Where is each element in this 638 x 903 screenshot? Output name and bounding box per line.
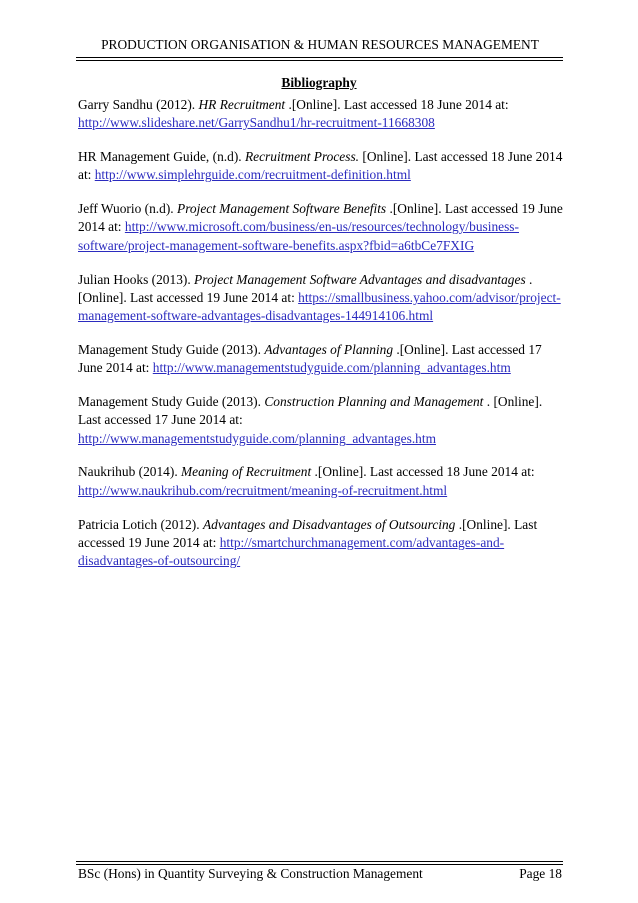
bibliography-entry (78, 516, 568, 571)
entry-author: Management Study Guide (2013). (78, 394, 265, 410)
entry-url-link[interactable]: http://www.microsoft.com/business/en-us/resources/technology/business-software/project-management-software-benefits.aspx?fbid=a6tbCe7FXIG (78, 219, 519, 253)
entry-author: Management Study Guide (2013). (78, 341, 265, 357)
bibliography-entry (78, 341, 568, 378)
entry-url-link[interactable]: http://smartchurchmanagement.com/advantages-and-disadvantages-of-outsourcing/ (78, 534, 505, 569)
entry-details: .[Online]. Last accessed 19 June 2014 at: (78, 271, 533, 305)
bibliography-entry (78, 148, 568, 185)
entry-author: Julian Hooks (2013). (78, 271, 195, 287)
entry-author: Patricia Lotich (2012). (78, 516, 203, 532)
entry-url-link[interactable]: http://www.slideshare.net/GarrySandhu1/hr-recruitment-11668308 (78, 115, 435, 131)
bibliography-heading: Bibliography (281, 75, 357, 90)
bibliography-entry (78, 271, 568, 326)
footer-rule-thick (76, 861, 563, 862)
entry-author: Jeff Wuorio (n.d). (78, 201, 178, 217)
header-rule-thin (76, 57, 563, 58)
page-number: Page 18 (519, 866, 562, 881)
entry-title: HR Recruitment (198, 97, 286, 112)
entry-title: Advantages and Disadvantages of Outsourcing (202, 516, 456, 532)
entry-url-link[interactable]: http://www.naukrihub.com/recruitment/meaning-of-recruitment.html (78, 482, 448, 498)
header-rule-thick (76, 60, 563, 61)
footer-course-title: BSc (Hons) in Quantity Surveying & Construction Management (78, 866, 423, 881)
entry-details: .[Online]. Last accessed 18 June 2014 at: (311, 464, 535, 480)
entry-title: Project Management Software Advantages and disadvantages (194, 271, 526, 287)
entry-author: Naukrihub (2014). (78, 464, 182, 480)
footer-rule-thin (76, 864, 563, 865)
bibliography-entry (78, 200, 568, 255)
entry-url-link[interactable]: http://www.managementstudyguide.com/planning_advantages.htm (152, 360, 511, 376)
entry-title: Meaning of Recruitment (181, 464, 312, 480)
entry-url-link[interactable]: http://www.simplehrguide.com/recruitment-definition.html (94, 167, 411, 183)
entry-title: Recruitment Process. (244, 149, 360, 165)
running-header: PRODUCTION ORGANISATION & HUMAN RESOURCES MANAGEMENT (101, 37, 539, 52)
entry-title: Project Management Software Benefits (177, 201, 387, 217)
entry-details: . [Online]. Last accessed 17 June 2014 at: (78, 394, 543, 428)
bibliography-entry (78, 393, 568, 448)
entry-details: .[Online]. Last accessed 18 June 2014 at: (285, 97, 509, 112)
entry-details: .[Online]. Last accessed 19 June 2014 at: (78, 516, 538, 550)
bibliography-entry (78, 96, 568, 133)
entry-url-link[interactable]: http://www.managementstudyguide.com/planning_advantages.htm (78, 430, 437, 446)
entry-title: Construction Planning and Management (264, 394, 484, 410)
entry-details: .[Online]. Last accessed 17 June 2014 at: (78, 341, 542, 376)
entry-details: .[Online]. Last accessed 19 June 2014 at: (78, 201, 563, 235)
entry-author: Garry Sandhu (2012). (78, 97, 199, 112)
bibliography-list (78, 96, 568, 586)
entry-author: HR Management Guide, (n.d). (78, 149, 245, 165)
entry-title: Advantages of Planning (264, 341, 394, 357)
entry-url-link[interactable]: https://smallbusiness.yahoo.com/advisor/project-management-software-advantages-disadvantages-144914106.html (78, 289, 561, 324)
entry-details: [Online]. Last accessed 18 June 2014 at: (78, 149, 563, 183)
bibliography-entry (78, 463, 568, 500)
